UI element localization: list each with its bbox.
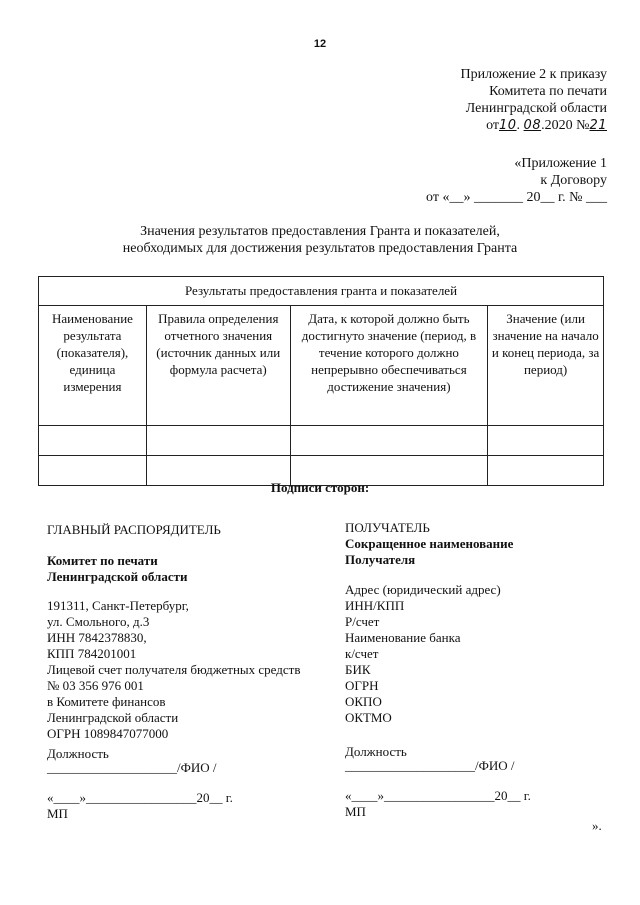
left-party-name — [47, 553, 188, 585]
right-detail: Адрес (юридический адрес) — [345, 582, 501, 597]
right-party-name-2: Получателя — [345, 552, 416, 567]
title-line-2: необходимых для достижения результатов предоставления Гранта — [122, 241, 518, 256]
page-number: 12 — [313, 38, 327, 50]
table-header-row — [39, 306, 604, 426]
left-party-details — [47, 598, 300, 742]
right-stamp-label: МП — [345, 804, 366, 819]
right-position-label: Должность — [345, 744, 407, 759]
closing-mark: ». — [592, 818, 602, 833]
left-position-label: Должность — [47, 746, 109, 761]
contract-line-1: «Приложение 1 — [514, 156, 607, 171]
appendix-date-line — [461, 117, 607, 134]
appendix-line-3: Ленинградской области — [465, 101, 607, 116]
appendix-line-2: Комитета по печати — [489, 84, 607, 99]
right-party-details — [345, 582, 501, 726]
left-detail: № 03 356 976 001 — [47, 678, 144, 693]
date-month-handwritten: 08 — [523, 118, 542, 133]
column-header-rules: Правила определения отчетного значения (источник данных или формула расчета) — [146, 306, 290, 426]
table-cell[interactable] — [146, 426, 290, 456]
right-party-name-1: Сокращенное наименование — [345, 536, 514, 551]
right-detail: Наименование банка — [345, 630, 461, 645]
left-detail: КПП 784201001 — [47, 646, 137, 661]
left-party-name-2: Ленинградской области — [47, 569, 188, 584]
right-detail: ОКПО — [345, 694, 382, 709]
document-title — [0, 223, 640, 257]
date-year: .2020 — [541, 118, 573, 133]
table-cell[interactable] — [290, 426, 488, 456]
right-date-line: «____»_________________20__ г. — [345, 788, 531, 803]
date-separator: . — [516, 118, 521, 133]
results-table — [38, 276, 604, 486]
left-detail: ИНН 7842378830, — [47, 630, 147, 645]
table-group-header: Результаты предоставления гранта и показателей — [39, 277, 604, 306]
right-detail: ИНН/КПП — [345, 598, 405, 613]
left-detail: Лицевой счет получателя бюджетных средств — [47, 662, 301, 677]
number-handwritten: 21 — [589, 118, 607, 133]
appendix-line-1: Приложение 2 к приказу — [460, 67, 607, 82]
column-header-date: Дата, к которой должно быть достигнуто значение (период, в течение которого должно непрерывно обеспечиваться достижение значения) — [290, 306, 488, 426]
left-party-role: ГЛАВНЫЙ РАСПОРЯДИТЕЛЬ — [47, 522, 221, 537]
contract-line-2: к Договору — [540, 173, 607, 188]
left-detail: 191311, Санкт-Петербург, — [47, 598, 189, 613]
date-prefix: от — [486, 118, 499, 133]
appendix-block — [461, 66, 607, 134]
right-detail: БИК — [345, 662, 371, 677]
table-row — [39, 426, 604, 456]
left-detail: ул. Смольного, д.3 — [47, 614, 150, 629]
left-fio-line: ____________________/ФИО / — [47, 760, 217, 775]
table-cell[interactable] — [39, 426, 147, 456]
left-party-name-1: Комитет по печати — [47, 553, 158, 568]
signatures-heading: Подписи сторон: — [270, 480, 370, 495]
number-prefix: № — [576, 118, 590, 133]
contract-block — [426, 155, 607, 206]
title-line-1: Значения результатов предоставления Гранта и показателей, — [140, 224, 500, 239]
left-detail: в Комитете финансов — [47, 694, 166, 709]
right-detail: к/счет — [345, 646, 379, 661]
right-detail: ОГРН — [345, 678, 379, 693]
right-party-role: ПОЛУЧАТЕЛЬ — [345, 520, 430, 535]
date-day-handwritten: 10 — [499, 118, 517, 133]
left-detail: Ленинградской области — [47, 710, 179, 725]
column-header-value: Значение (или значение на начало и конец периода, за период) — [488, 306, 604, 426]
right-detail: ОКТМО — [345, 710, 392, 725]
right-detail: Р/счет — [345, 614, 380, 629]
right-fio-line: ____________________/ФИО / — [345, 758, 515, 773]
contract-line-3: от «__» _______ 20__ г. № ___ — [426, 190, 607, 205]
left-stamp-label: МП — [47, 806, 68, 821]
right-party-name — [345, 536, 513, 568]
column-header-name: Наименование результата (показателя), единица измерения — [39, 306, 147, 426]
table-cell[interactable] — [488, 426, 604, 456]
left-detail: ОГРН 1089847077000 — [47, 726, 169, 741]
table-group-header-row — [39, 277, 604, 306]
left-date-line: «____»_________________20__ г. — [47, 790, 233, 805]
